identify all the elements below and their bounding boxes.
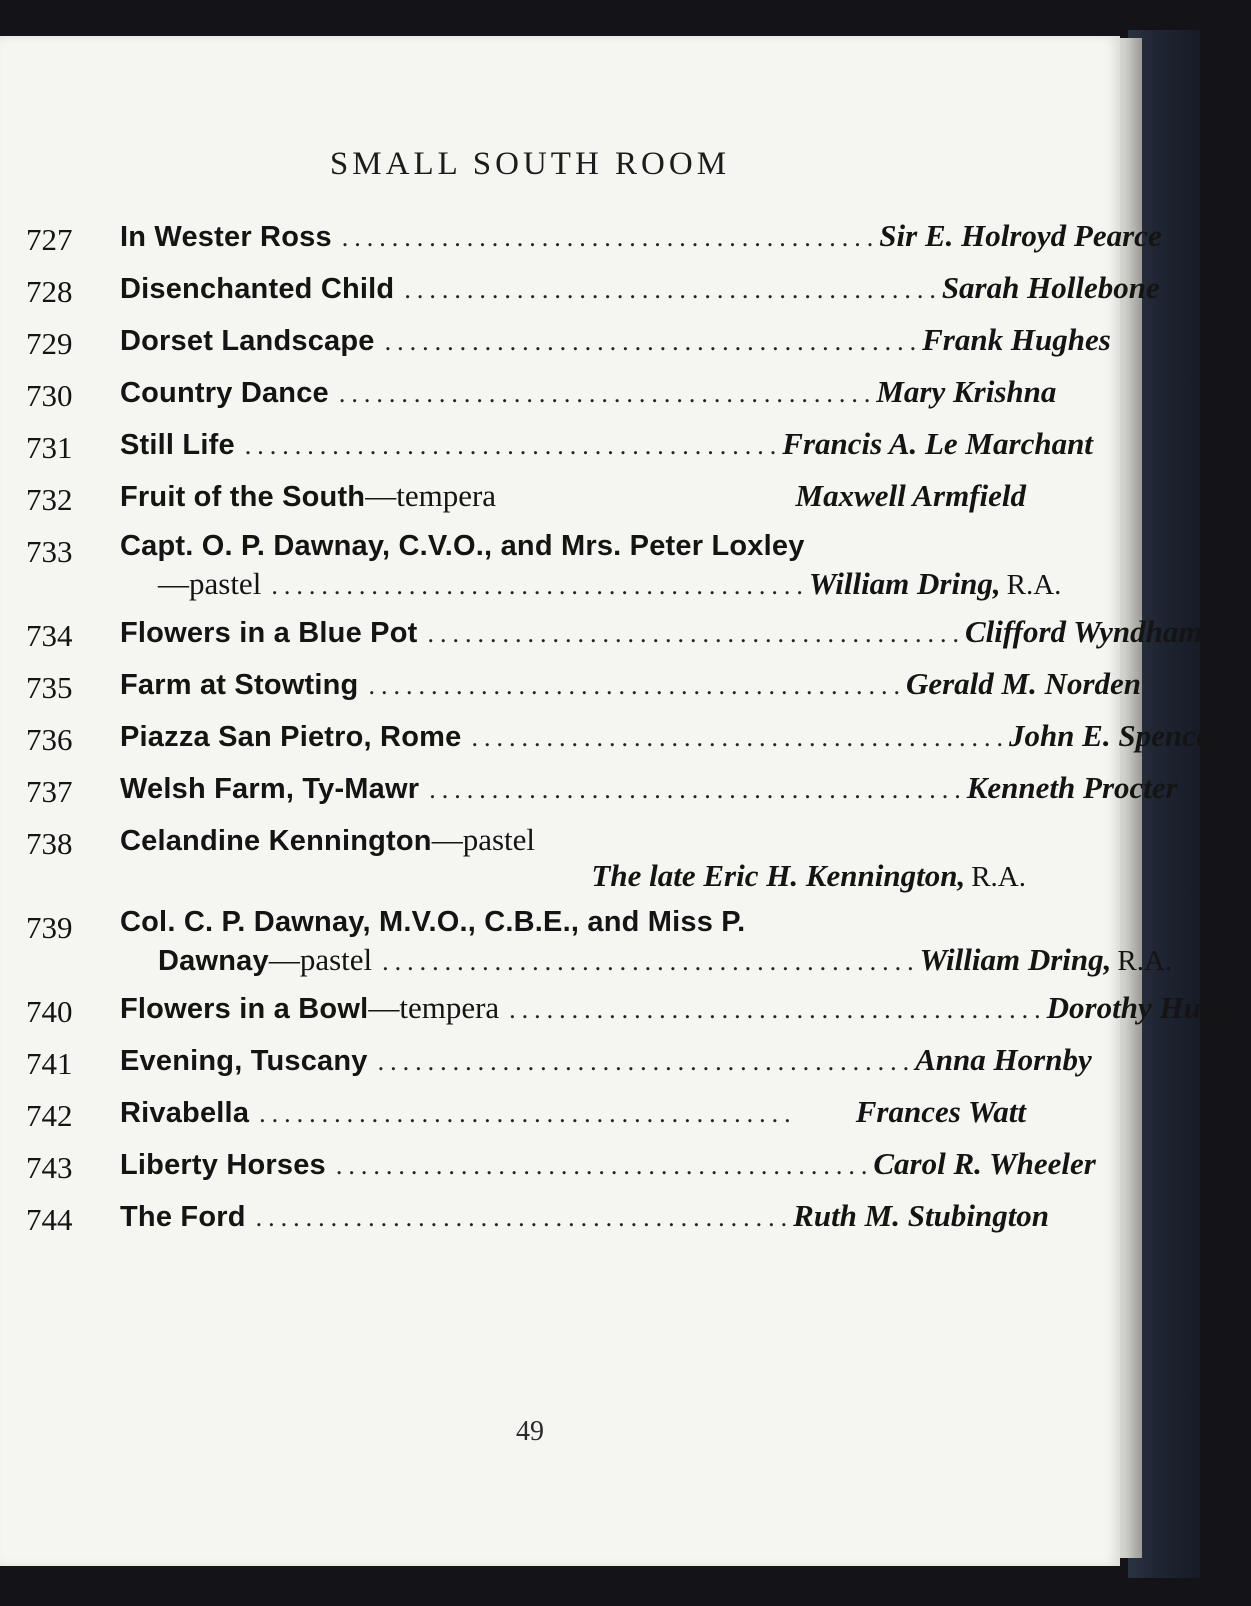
entry-title: Welsh Farm, Ty-Mawr	[120, 773, 420, 805]
entry-title: Farm at Stowting	[120, 669, 359, 701]
list-item	[26, 906, 1173, 978]
entry-number: 729	[26, 326, 73, 361]
list-item	[26, 530, 1062, 602]
entry-title: In Wester Ross	[120, 221, 332, 253]
entry-number: 743	[26, 1150, 73, 1185]
entry-medium: —tempera	[368, 990, 500, 1025]
entry-artist: Anna Hornby	[915, 1042, 1092, 1077]
entry-number: 742	[26, 1098, 73, 1133]
list-item	[26, 990, 1251, 1030]
entry-number: 730	[26, 378, 73, 413]
entry-title: Celandine Kennington	[120, 825, 432, 857]
entry-artist: Dorothy Hutton	[1046, 990, 1251, 1025]
entry-title-continued: Dawnay	[158, 945, 269, 977]
entry-number: 737	[26, 774, 73, 809]
list-item	[26, 426, 1093, 466]
entry-medium: —pastel	[268, 942, 373, 977]
list-item	[26, 770, 1178, 810]
list-item	[26, 270, 1160, 310]
list-item	[26, 478, 1026, 518]
entry-artist: John E. Spencer	[1008, 718, 1222, 753]
entry-medium: —pastel	[158, 566, 262, 601]
leader-dots: ...........................................	[341, 223, 880, 252]
entry-artist: William Dring, R.A.	[808, 566, 1062, 601]
list-item	[26, 374, 1057, 414]
entry-artist: Frank Hughes	[922, 322, 1111, 357]
entry-artist: William Dring, R.A.	[919, 942, 1173, 977]
leader-dots: ...........................................	[382, 947, 920, 976]
leader-dots: ...........................................	[429, 775, 967, 804]
entry-number: 734	[26, 618, 73, 653]
entry-number: 744	[26, 1202, 73, 1237]
list-item	[26, 718, 1222, 758]
entry-number: 732	[26, 482, 73, 517]
entry-number: 741	[26, 1046, 73, 1081]
leader-dots: ...........................................	[259, 1099, 797, 1128]
leader-dots: ...........................................	[335, 1151, 874, 1180]
entry-number: 727	[26, 222, 73, 257]
entry-title: Disenchanted Child	[120, 273, 395, 305]
list-item	[26, 1198, 1050, 1238]
entry-artist: Sir E. Holroyd Pearce	[879, 218, 1162, 253]
entry-title: Dorset Landscape	[120, 325, 375, 357]
entry-title: Flowers in a Blue Pot	[120, 617, 418, 649]
entry-title: Col. C. P. Dawnay, M.V.O., C.B.E., and Miss P.	[120, 906, 746, 938]
leader-dots: ...........................................	[471, 723, 1009, 752]
entry-number: 733	[26, 534, 73, 569]
leader-dots: ...........................................	[271, 571, 809, 600]
entry-honour: R.A.	[971, 861, 1026, 893]
entry-number: 740	[26, 994, 73, 1029]
entry-title: Country Dance	[120, 377, 329, 409]
leader-dots: ...........................................	[338, 379, 877, 408]
list-item	[26, 218, 1162, 258]
entry-medium: —tempera	[365, 478, 497, 513]
list-item	[26, 1146, 1096, 1186]
entry-number: 731	[26, 430, 73, 465]
entry-artist: Carol R. Wheeler	[873, 1146, 1096, 1181]
entry-artist: Kenneth Procter	[966, 770, 1178, 805]
entry-title: Capt. O. P. Dawnay, C.V.O., and Mrs. Peter Loxley	[120, 530, 805, 562]
entry-title: The Ford	[120, 1201, 246, 1233]
list-item	[26, 822, 1026, 894]
entry-title: Flowers in a Bowl	[120, 993, 369, 1025]
entry-number: 738	[26, 826, 73, 861]
entry-artist: The late Eric H. Kennington, R.A.	[591, 858, 1026, 893]
leader-dots: ...........................................	[244, 431, 783, 460]
entry-title: Still Life	[120, 429, 235, 461]
entry-number: 728	[26, 274, 73, 309]
entry-artist: Frances Watt	[855, 1094, 1026, 1129]
leader-dots: ...........................................	[404, 275, 942, 304]
entry-title: Liberty Horses	[120, 1149, 326, 1181]
entry-artist: Ruth M. Stubington	[793, 1198, 1050, 1233]
entry-honour: R.A.	[1117, 945, 1173, 977]
entry-artist: Maxwell Armfield	[795, 478, 1026, 513]
list-item	[26, 1042, 1092, 1082]
leader-dots: ...........................................	[509, 995, 1047, 1024]
entry-list	[26, 218, 1251, 1250]
entry-number: 735	[26, 670, 73, 705]
entry-title: Evening, Tuscany	[120, 1045, 368, 1077]
list-item	[26, 666, 1142, 706]
entry-artist: Sarah Hollebone	[941, 270, 1160, 305]
entry-artist: Francis A. Le Marchant	[782, 426, 1093, 461]
entry-number: 736	[26, 722, 73, 757]
entry-title: Piazza San Pietro, Rome	[120, 721, 462, 753]
entry-title: Fruit of the South	[120, 481, 366, 513]
list-item	[26, 322, 1111, 362]
leader-dots: ...........................................	[377, 1047, 916, 1076]
catalogue-page	[0, 36, 1251, 1566]
room-heading: SMALL SOUTH ROOM	[329, 146, 731, 182]
leader-dots: ...........................................	[384, 327, 923, 356]
entry-artist: Gerald M. Norden	[905, 666, 1142, 701]
entry-number: 739	[26, 910, 73, 945]
list-item	[26, 1094, 1026, 1134]
leader-dots: ...........................................	[427, 619, 965, 648]
entry-artist: Mary Krishna	[876, 374, 1057, 409]
leader-dots: ...........................................	[255, 1203, 794, 1232]
entry-medium: —pastel	[431, 822, 536, 857]
entry-title: Rivabella	[120, 1097, 250, 1129]
leader-dots: ...........................................	[368, 671, 906, 700]
page-number: 49	[516, 1416, 544, 1447]
entry-artist: Clifford Wyndham	[964, 614, 1203, 649]
list-item	[26, 614, 1203, 654]
entry-honour: R.A.	[1006, 569, 1062, 601]
